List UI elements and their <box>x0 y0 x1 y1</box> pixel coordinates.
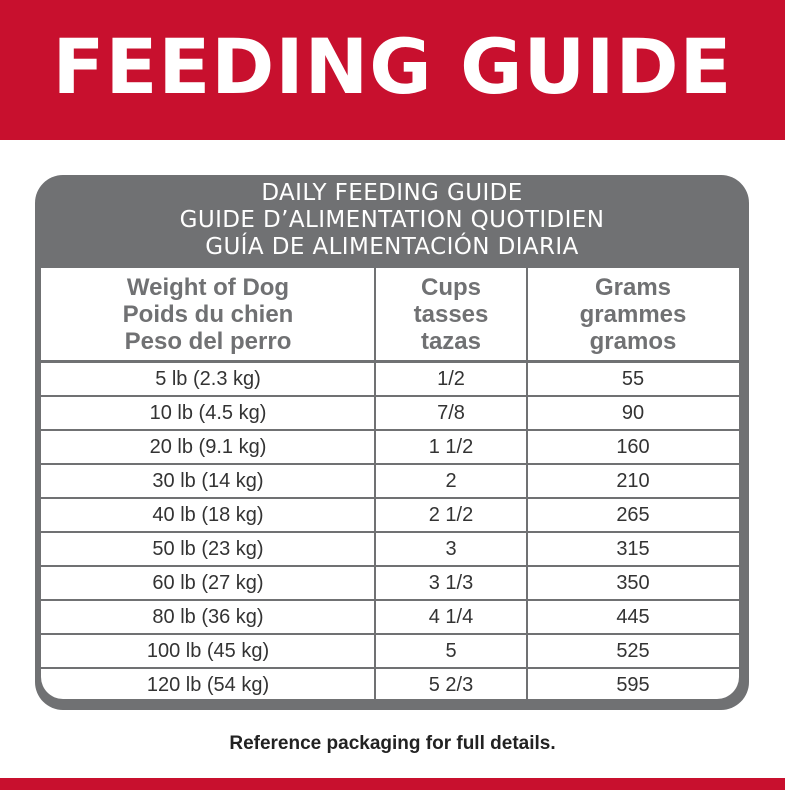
table-row <box>41 397 739 431</box>
cell-cups: 4 1/4 <box>428 605 474 628</box>
cell-weight: 20 lb (9.1 kg) <box>149 435 267 458</box>
cell-grams: 525 <box>616 639 650 662</box>
header-banner <box>0 0 785 140</box>
column-header-line: tasses <box>413 300 489 328</box>
feeding-table <box>41 268 739 699</box>
footer-note: Reference packaging for full details. <box>229 733 556 754</box>
column-header-cups <box>375 268 527 360</box>
cell-cups: 5 2/3 <box>428 673 474 696</box>
cell-cups: 3 <box>445 537 457 560</box>
cell-grams: 55 <box>621 367 645 390</box>
cell-grams: 595 <box>616 673 650 696</box>
page-title: FEEDING GUIDE <box>52 22 733 111</box>
table-row <box>41 669 739 699</box>
heading-english: DAILY FEEDING GUIDE <box>261 180 523 206</box>
cell-cups: 5 <box>445 639 457 662</box>
column-header-line: Peso del perro <box>124 327 292 355</box>
cell-grams: 315 <box>616 537 650 560</box>
cell-grams: 350 <box>616 571 650 594</box>
cell-weight: 40 lb (18 kg) <box>152 503 264 526</box>
cell-weight: 100 lb (45 kg) <box>146 639 270 662</box>
cell-weight: 10 lb (4.5 kg) <box>149 401 267 424</box>
heading-french: GUIDE D’ALIMENTATION QUOTIDIEN <box>179 207 605 233</box>
column-header-line: Cups <box>421 273 481 301</box>
column-header-line: grammes <box>579 300 687 328</box>
table-row <box>41 431 739 465</box>
table-row <box>41 499 739 533</box>
cell-weight: 50 lb (23 kg) <box>152 537 264 560</box>
cell-weight: 5 lb (2.3 kg) <box>155 367 261 390</box>
table-row <box>41 601 739 635</box>
cell-cups: 2 1/2 <box>428 503 474 526</box>
table-row <box>41 635 739 669</box>
cell-weight: 80 lb (36 kg) <box>152 605 264 628</box>
cell-grams: 160 <box>616 435 650 458</box>
cell-grams: 265 <box>616 503 650 526</box>
cell-weight: 60 lb (27 kg) <box>152 571 264 594</box>
column-header-line: tazas <box>420 327 482 355</box>
column-header-line: Poids du chien <box>122 300 294 328</box>
table-row <box>41 363 739 397</box>
table-row <box>41 465 739 499</box>
table-row <box>41 533 739 567</box>
table-heading <box>35 180 749 261</box>
cell-cups: 7/8 <box>437 401 465 424</box>
cell-cups: 1/2 <box>437 367 465 390</box>
cell-grams: 90 <box>621 401 645 424</box>
cell-cups: 3 1/3 <box>428 571 474 594</box>
column-header-line: Grams <box>594 273 672 301</box>
table-row <box>41 567 739 601</box>
heading-spanish: GUÍA DE ALIMENTACIÓN DIARIA <box>205 234 579 260</box>
bottom-bar <box>0 778 785 790</box>
cell-weight: 30 lb (14 kg) <box>152 469 264 492</box>
column-header-line: gramos <box>589 327 677 355</box>
cell-grams: 445 <box>616 605 650 628</box>
column-header-weight <box>41 268 375 360</box>
column-header-grams <box>527 268 739 360</box>
cell-grams: 210 <box>616 469 650 492</box>
feeding-guide-card <box>35 175 749 710</box>
column-header-line: Weight of Dog <box>126 273 290 301</box>
cell-weight: 120 lb (54 kg) <box>146 673 270 696</box>
cell-cups: 1 1/2 <box>428 435 474 458</box>
cell-cups: 2 <box>445 469 457 492</box>
